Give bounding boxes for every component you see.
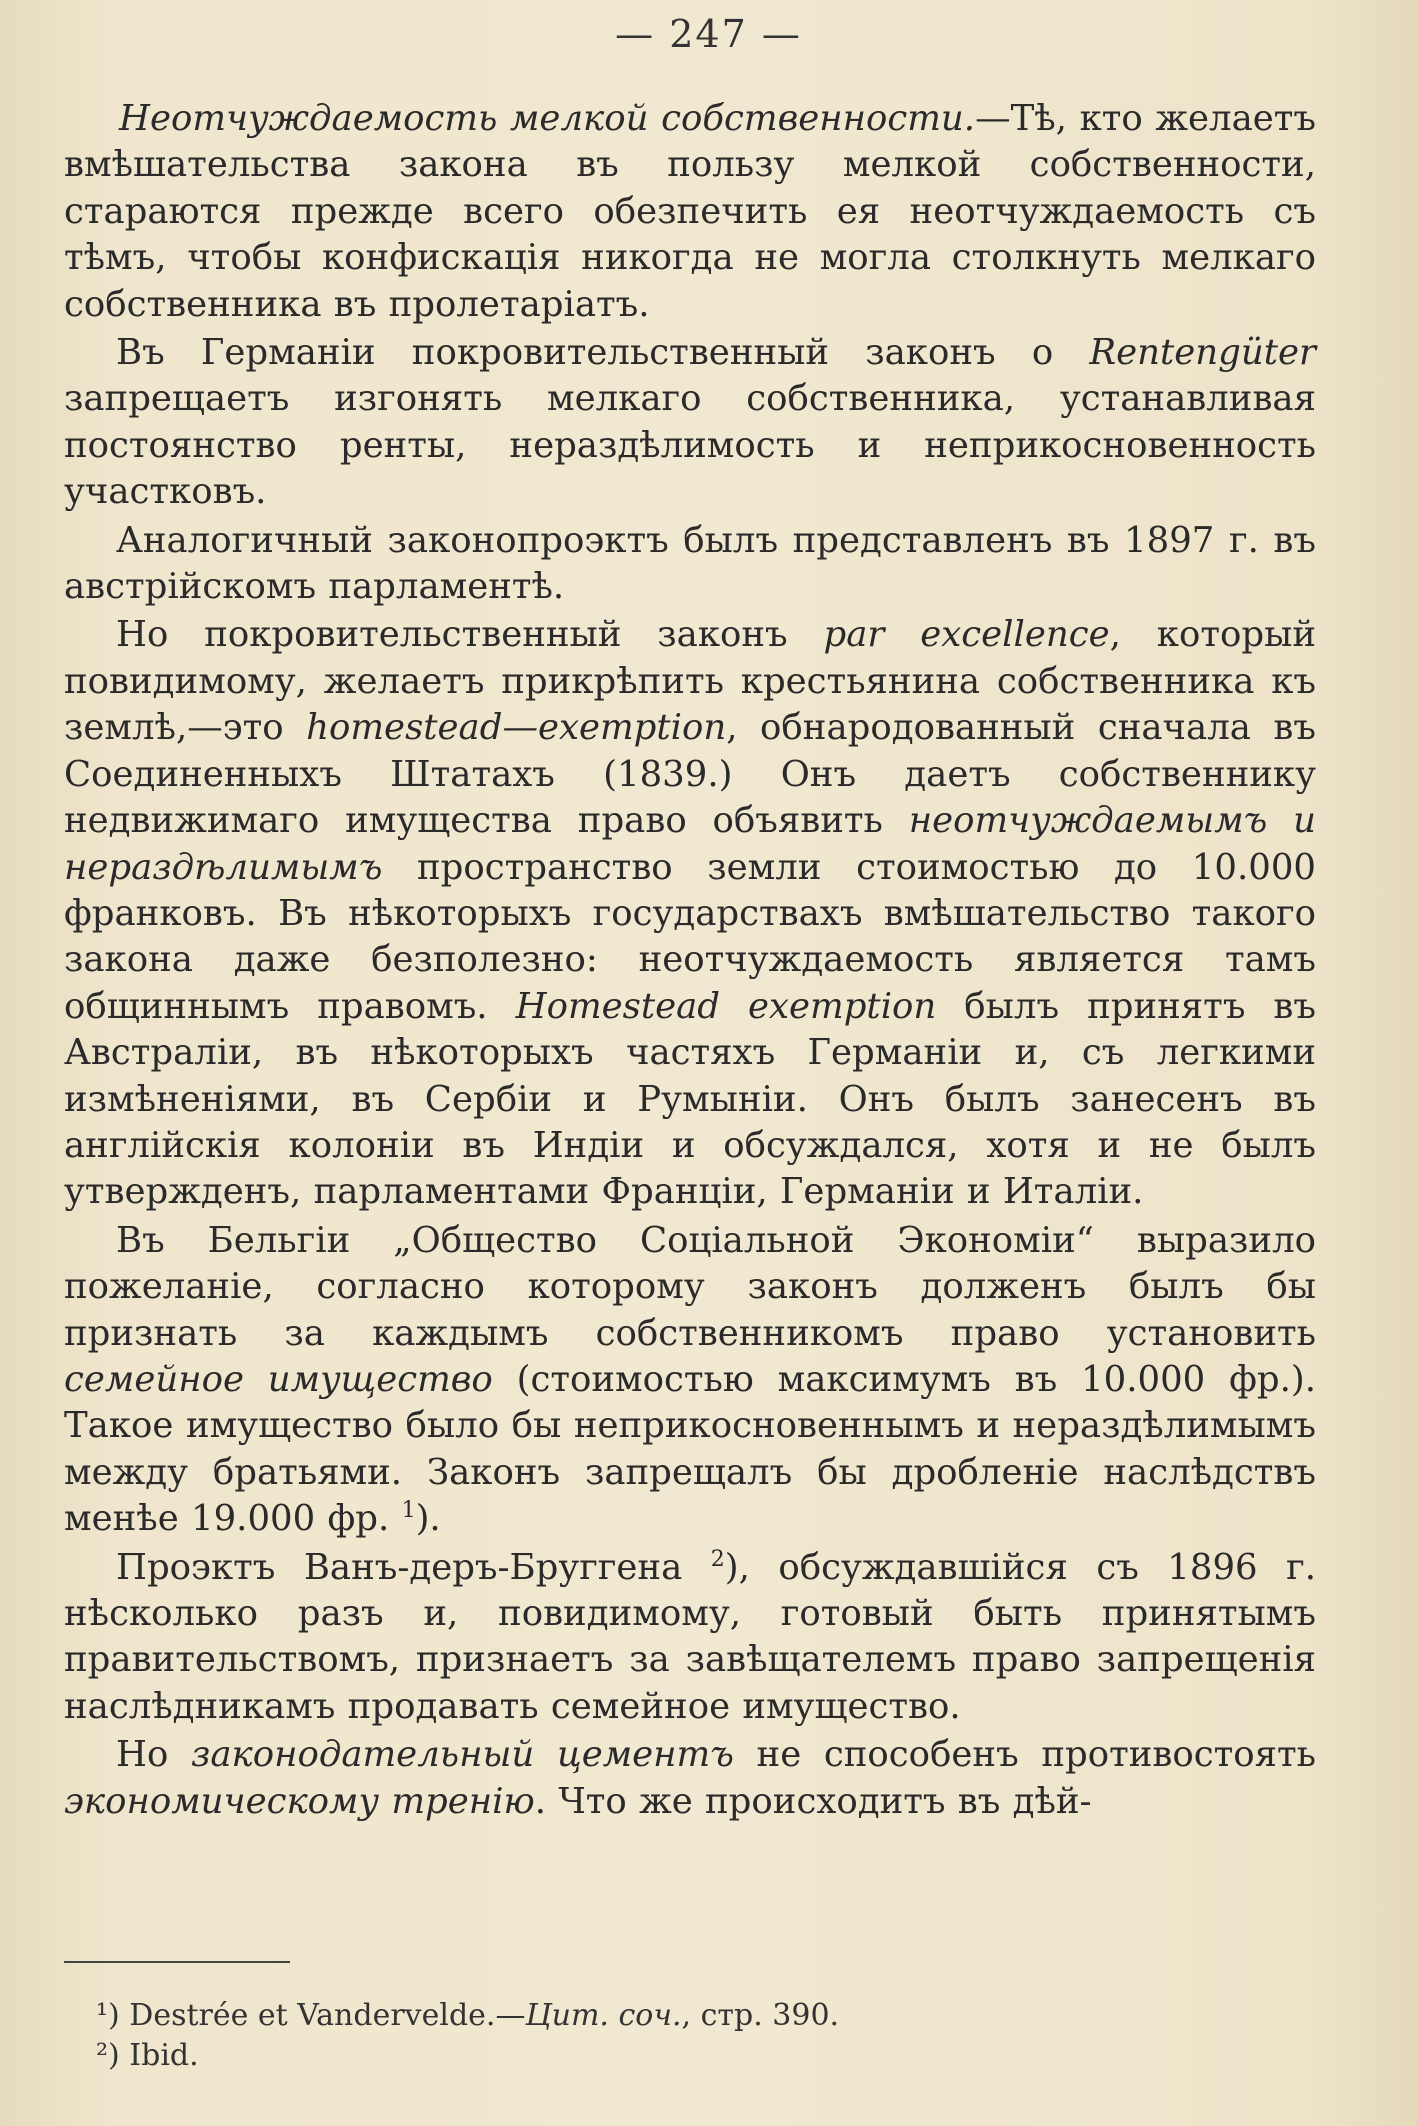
section-heading: Неотчуждаемость мелкой собственности. <box>119 98 976 139</box>
paragraph-5: Въ Бельгіи „Общество Соціальной Экономіи“ выразило пожеланіе, согласно которому законъ долженъ былъ бы признать за каждымъ собственникомъ право установить семейное имущество (стоимостью максимумъ въ 10.000 фр.). Такое имущество было бы неприкосновеннымъ и нераздѣлимымъ между братьями. Законъ запрещалъ бы дробленіе наслѣдствъ менѣе 19.000 фр. $^1$). <box>64 1219 1317 1540</box>
italic-term: par excellence <box>823 614 1110 656</box>
italic-term: экономическому тренію <box>64 1780 535 1822</box>
paragraph-3: Аналогичный законопроэктъ былъ представленъ въ 1897 г. въ австрійскомъ парламентѣ. <box>64 519 1316 608</box>
paragraph-1 <box>64 96 1316 328</box>
italic-term: законодательный цементъ <box>191 1734 734 1776</box>
paragraph-2: Въ Германіи покровительственный законъ о Rentengüter запрещаетъ изгонять мелкаго собственника, устанавливая постоянство ренты, нераздѣлимость и неприкосновенность участковъ. <box>64 332 1316 513</box>
paragraph-6: Проэктъ Ванъ-деръ-Бруггена $^2$), обсуждавшійся съ 1896 г. нѣсколько разъ и, повидимому, готовый быть принятымъ правительствомъ, признаетъ за завѣщателемъ право запрещенія наслѣдникамъ продавать семейное имущество. <box>64 1546 1316 1727</box>
footnote-1: ¹) Destrée et Vandervelde.—Цит. соч., стр. 390. <box>96 1998 840 2033</box>
footnotes <box>96 1996 839 2076</box>
italic-term: Homestead exemption <box>515 985 937 1027</box>
italic-term: семейное имущество <box>64 1358 493 1400</box>
footnote-ref-2: 2 <box>710 1546 725 1572</box>
paragraph-7: Но законодательный цементъ не способенъ противостоять экономическому тренію. Что же происходитъ въ дѣй- <box>64 1734 1316 1822</box>
footnote-2: ²) Ibid. <box>96 2038 199 2073</box>
paragraph-text: —Тѣ, кто желаетъ вмѣшательства закона въ пользу мелкой собственности, стараются прежде всего обезпечить ея неотчуждаемость съ тѣмъ, чтобы конфискація никогда не могла столкнуть мелкаго собственника въ пролетаріатъ. <box>64 98 1316 325</box>
footnote-ref-1: 1 <box>401 1498 416 1524</box>
main-text <box>64 96 1316 1825</box>
paragraph-4: Но покровительственный законъ par excellence, который повидимому, желаетъ прикрѣпить крестьянина собственника къ землѣ,—это homestead—exemption, обнародованный сначала въ Соединенныхъ Штатахъ (1839.) Онъ даетъ собственнику недвижимаго имущества право объявить неотчуждаемымъ и нераздѣлимымъ пространство земли стоимостью до 10.000 франковъ. Въ нѣкоторыхъ государствахъ вмѣшательство такого закона даже безполезно: неотчуждаемость является тамъ общиннымъ правомъ. Homestead exemption былъ принятъ въ Австраліи, въ нѣкоторыхъ частяхъ Германіи и, съ легкими измѣненіями, въ Сербіи и Румыніи. Онъ былъ занесенъ въ англійскія колоніи въ Индіи и обсуждался, хотя и не былъ утвержденъ, парламентами Франціи, Германіи и Италіи. <box>64 614 1317 1213</box>
italic-term: Rentengüter <box>1089 332 1316 374</box>
italic-term: homestead—exemption <box>306 707 727 749</box>
footnote-divider <box>64 1961 290 1963</box>
page-number: — 247 — <box>615 12 802 56</box>
italic-term: неотчуждаемымъ и нераздѣлимымъ <box>64 800 1316 888</box>
